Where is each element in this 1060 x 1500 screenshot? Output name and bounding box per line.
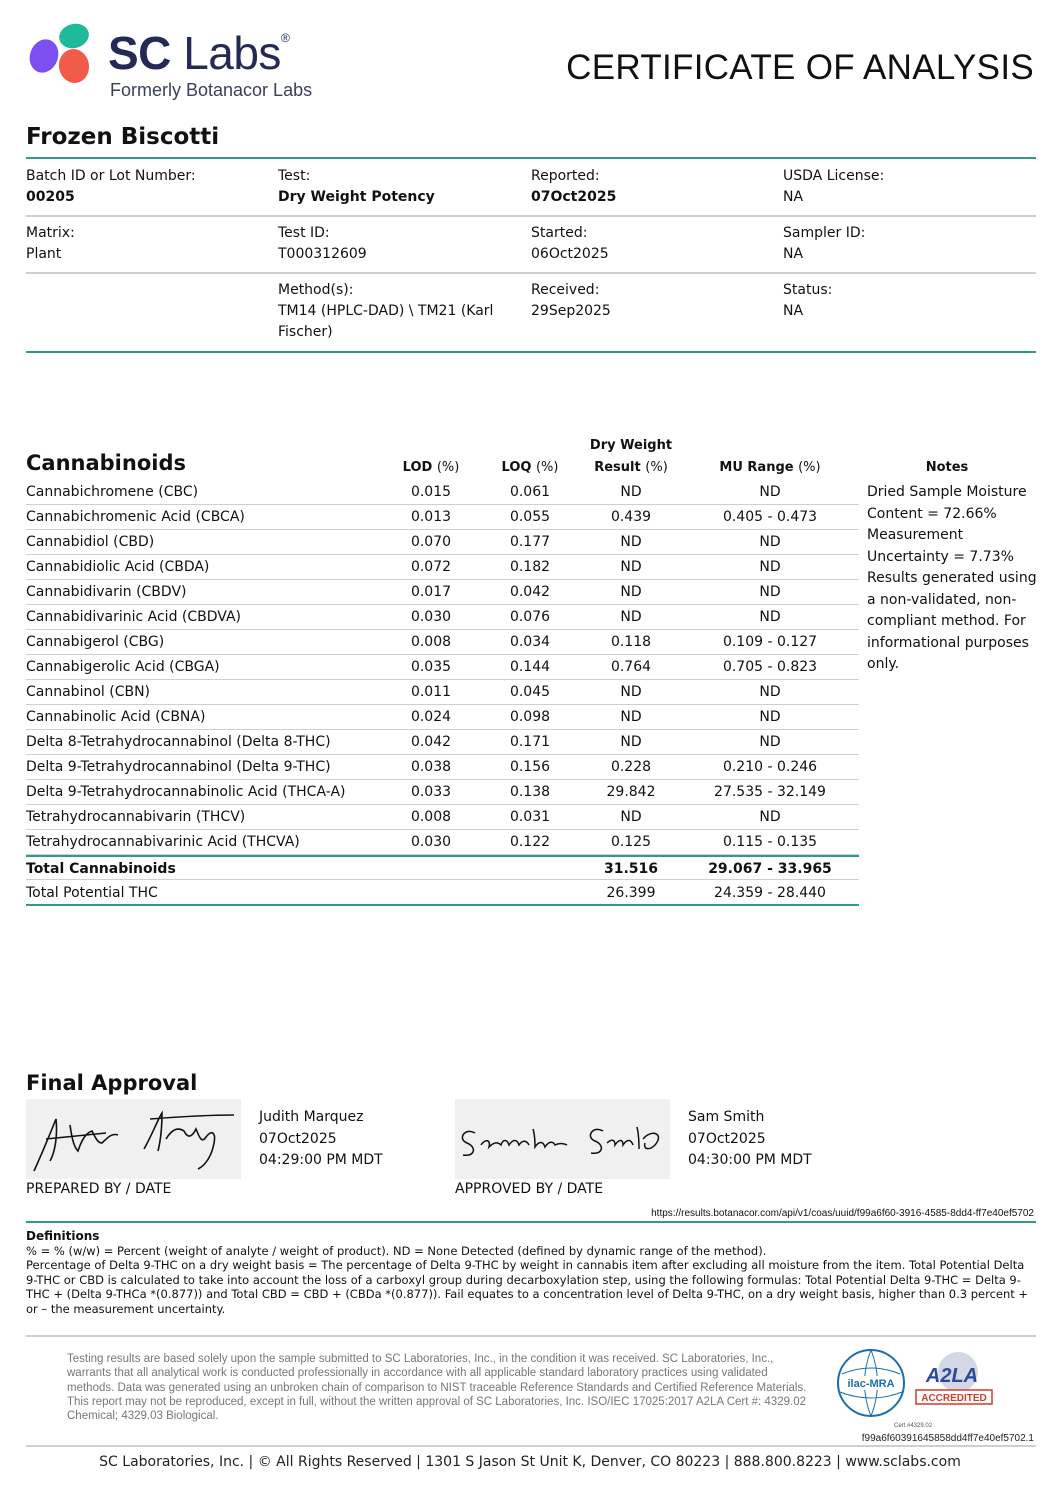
started-value: 06Oct2025 <box>531 246 609 262</box>
lod-value: 0.008 <box>410 809 452 825</box>
preparer-name: Judith Marquez <box>259 1109 364 1125</box>
mu-range-value: 0.115 - 0.135 <box>722 834 818 850</box>
mu-range-value: ND <box>759 684 781 700</box>
result-value: ND <box>620 534 642 550</box>
result-value: 29.842 <box>606 784 656 800</box>
preparer-signature-icon <box>26 1099 241 1179</box>
table-row <box>26 480 859 505</box>
table-row <box>26 730 859 755</box>
loq-value: 0.171 <box>509 734 551 750</box>
definitions-line2: Percentage of Delta 9-THC on a dry weight basis = The percentage of Delta 9-THC by weight in cannabis item after excluding all moisture from the item. Total Potential Delta 9-THC or CBD is calculated to take into account the loss of a carboxyl group during decarboxylation step, using the following formulas: Total Potential Delta 9-THC = Delta 9-THC + (Delta 9-THCa *(0.877)) and Total CBD = CBD + (CBDa *(0.877)). Fail equates to a concentration level of Delta 9-THC, on a dry weight basis, higher than 0.3 percent + or – the measurement uncertainty. <box>26 1258 1029 1316</box>
ilac-mra-badge-icon <box>836 1348 906 1418</box>
loq-value: 0.122 <box>509 834 551 850</box>
definitions-title: Definitions <box>26 1229 100 1243</box>
usda-license-value: NA <box>783 189 804 205</box>
brand-name-light: Labs <box>183 27 281 79</box>
lod-value: 0.011 <box>410 684 452 700</box>
matrix-field <box>26 223 266 265</box>
approver-signature-icon <box>455 1099 670 1179</box>
a2la-badge-text: A2LA <box>925 1365 979 1387</box>
method-field <box>278 280 503 343</box>
final-approval-title: Final Approval <box>26 1071 198 1095</box>
info-divider <box>26 272 1036 274</box>
result-value: ND <box>620 609 642 625</box>
mu-range-value: ND <box>759 734 781 750</box>
table-row <box>26 605 859 630</box>
table-row <box>26 555 859 580</box>
lod-value: 0.024 <box>410 709 452 725</box>
received-field <box>531 280 771 322</box>
mu-range-value: 0.210 - 0.246 <box>722 759 818 775</box>
brand-name-bold: SC <box>108 27 171 79</box>
mu-range-header-unit: (%) <box>798 460 821 475</box>
matrix-value: Plant <box>26 246 62 262</box>
loq-header-unit: (%) <box>535 460 559 475</box>
received-label: Received: <box>531 282 600 298</box>
reported-field <box>531 166 771 208</box>
preparer-info <box>259 1107 383 1172</box>
result-value: 0.228 <box>610 759 652 775</box>
lod-value: 0.033 <box>410 784 452 800</box>
result-header <box>576 435 686 479</box>
result-header-line2: Result <box>594 460 641 475</box>
loq-value: 0.045 <box>509 684 551 700</box>
preparer-time: 04:29:00 PM MDT <box>259 1152 383 1168</box>
mu-range-value: ND <box>759 609 781 625</box>
total-potential-thc-label: Total Potential THC <box>26 885 158 901</box>
started-label: Started: <box>531 225 588 241</box>
batch-id-field <box>26 166 266 208</box>
sc-labs-logo-icon <box>28 22 94 88</box>
approver-date: 07Oct2025 <box>688 1130 766 1147</box>
footer-text: SC Laboratories, Inc. | © All Rights Reserved | 1301 S Jason St Unit K, Denver, CO 80223 | 888.800.8223 | www.sclabs.com <box>99 1454 961 1470</box>
total-potential-thc-mu: 24.359 - 28.440 <box>714 885 826 901</box>
definitions-line1: % = % (w/w) = Percent (weight of analyte / weight of product). ND = None Detected (defined by dynamic range of the method). <box>26 1243 767 1258</box>
loq-value: 0.042 <box>509 584 551 600</box>
mu-range-value: 0.109 - 0.127 <box>722 634 818 650</box>
analyte-name: Delta 8-Tetrahydrocannabinol (Delta 8-THC) <box>26 734 331 750</box>
document-hash: f99a6f60391645858dd4ff7e40ef5702.1 <box>861 1433 1034 1444</box>
total-cannabinoids-label: Total Cannabinoids <box>26 861 176 877</box>
mu-range-value: ND <box>759 809 781 825</box>
approved-by-caption: APPROVED BY / DATE <box>455 1181 604 1197</box>
total-potential-thc-result: 26.399 <box>606 885 656 901</box>
lod-value: 0.042 <box>410 734 452 750</box>
analyte-name: Tetrahydrocannabivarin (THCV) <box>26 809 246 825</box>
usda-license-label: USDA License: <box>783 168 885 184</box>
disclaimer-text: Testing results are based solely upon the sample submitted to SC Laboratories, Inc., in the condition it was received. SC Laboratories, Inc., warrants that all analytical work is conducted professionally in accordance with all applicable standard laboratory practices using validated methods. Data was generated using an unbroken chain of comparison to NIST traceable Reference Standards and Certified Reference Materials. This report may not be reproduced, except in full, without the written approval of SC Laboratories, Inc. ISO/IEC 17025:2017 A2LA Cert #: 4329.02 Chemical; 4329.03 Biological. <box>67 1353 807 1423</box>
analyte-name: Cannabinolic Acid (CBNA) <box>26 709 206 725</box>
loq-header <box>485 457 575 479</box>
brand-name <box>108 27 290 79</box>
table-row <box>26 680 859 705</box>
loq-value: 0.177 <box>509 534 551 550</box>
reported-label: Reported: <box>531 168 600 184</box>
test-id-label: Test ID: <box>278 225 330 241</box>
product-name: Frozen Biscotti <box>26 124 220 150</box>
analyte-name: Cannabidiolic Acid (CBDA) <box>26 559 210 575</box>
lod-header-label: LOD <box>402 460 433 475</box>
table-row <box>26 505 859 530</box>
lod-value: 0.038 <box>410 759 452 775</box>
result-value: ND <box>620 684 642 700</box>
result-value: 0.125 <box>610 834 652 850</box>
loq-value: 0.061 <box>509 484 551 500</box>
preparer-signature <box>26 1099 241 1179</box>
loq-value: 0.034 <box>509 634 551 650</box>
result-value: 0.439 <box>610 509 652 525</box>
analyte-name: Cannabichromene (CBC) <box>26 484 199 500</box>
loq-value: 0.031 <box>509 809 551 825</box>
mu-range-value: ND <box>759 534 781 550</box>
test-field <box>278 166 518 208</box>
method-label: Method(s): <box>278 282 354 298</box>
analyte-name: Delta 9-Tetrahydrocannabinol (Delta 9-THC) <box>26 759 331 775</box>
preparer-date: 07Oct2025 <box>259 1130 337 1147</box>
received-value: 29Sep2025 <box>531 303 611 319</box>
reported-value: 07Oct2025 <box>531 189 617 205</box>
info-bottom-divider <box>26 351 1036 353</box>
prepared-by-caption: PREPARED BY / DATE <box>26 1181 172 1197</box>
batch-id-label: Batch ID or Lot Number: <box>26 168 196 184</box>
result-value: 0.118 <box>610 634 652 650</box>
result-value: ND <box>620 559 642 575</box>
analyte-name: Cannabidiol (CBD) <box>26 534 155 550</box>
sampler-id-field <box>783 223 1023 265</box>
status-label: Status: <box>783 282 833 298</box>
mu-range-header <box>705 457 835 479</box>
result-value: ND <box>620 484 642 500</box>
mu-range-header-label: MU Range <box>719 460 794 475</box>
registered-mark: ® <box>280 31 290 45</box>
status-value: NA <box>783 303 804 319</box>
table-row <box>26 805 859 830</box>
batch-id-value: 00205 <box>26 189 75 205</box>
analyte-name: Delta 9-Tetrahydrocannabinolic Acid (THCA-A) <box>26 784 346 800</box>
test-id-field <box>278 223 518 265</box>
lod-value: 0.015 <box>410 484 452 500</box>
disclaimer-divider <box>26 1335 1036 1337</box>
analyte-name: Cannabigerol (CBG) <box>26 634 165 650</box>
result-value: ND <box>620 809 642 825</box>
analyte-name: Tetrahydrocannabivarinic Acid (THCVA) <box>26 834 300 850</box>
notes-header: Notes <box>925 460 969 475</box>
loq-header-label: LOQ <box>501 460 532 475</box>
table-row <box>26 830 859 855</box>
title-divider <box>26 157 1036 159</box>
total-cannabinoids-result: 31.516 <box>603 861 659 877</box>
total-potential-thc-row <box>26 881 859 906</box>
loq-value: 0.055 <box>509 509 551 525</box>
cert-number: Cert #4329.02 <box>894 1423 933 1429</box>
lod-value: 0.070 <box>410 534 452 550</box>
approver-signature <box>455 1099 670 1179</box>
table-row <box>26 630 859 655</box>
result-value: ND <box>620 734 642 750</box>
mu-range-value: ND <box>759 709 781 725</box>
result-header-unit: (%) <box>645 460 668 475</box>
analyte-name: Cannabigerolic Acid (CBGA) <box>26 659 220 675</box>
notes-text: Dried Sample Moisture Content = 72.66% Measurement Uncertainty = 7.73% Results generated using a non-validated, non-compliant method. For informational purposes only. <box>867 484 1037 672</box>
lod-value: 0.030 <box>410 609 452 625</box>
mu-range-value: 27.535 - 32.149 <box>714 784 826 800</box>
accredited-badge-text: ACCREDITED <box>921 1393 987 1404</box>
cannabinoids-title: Cannabinoids <box>26 451 186 475</box>
loq-value: 0.182 <box>509 559 551 575</box>
result-value: ND <box>620 584 642 600</box>
usda-license-field <box>783 166 1023 208</box>
approver-name: Sam Smith <box>688 1109 765 1125</box>
test-label: Test: <box>278 168 311 184</box>
mu-range-value: 0.705 - 0.823 <box>722 659 818 675</box>
definitions-divider <box>26 1221 1036 1223</box>
mu-range-value: 0.405 - 0.473 <box>722 509 818 525</box>
loq-value: 0.144 <box>509 659 551 675</box>
result-header-line1: Dry Weight <box>589 438 673 453</box>
lod-value: 0.072 <box>410 559 452 575</box>
ilac-badge-text: ilac-MRA <box>847 1378 895 1390</box>
lod-value: 0.013 <box>410 509 452 525</box>
mu-range-value: ND <box>759 484 781 500</box>
document-title: CERTIFICATE OF ANALYSIS <box>566 48 1034 87</box>
test-id-value: T000312609 <box>278 246 367 262</box>
total-cannabinoids-mu: 29.067 - 33.965 <box>708 861 832 877</box>
analyte-name: Cannabichromenic Acid (CBCA) <box>26 509 245 525</box>
lod-value: 0.008 <box>410 634 452 650</box>
table-row <box>26 580 859 605</box>
matrix-label: Matrix: <box>26 225 75 241</box>
loq-value: 0.098 <box>509 709 551 725</box>
sampler-id-value: NA <box>783 246 804 262</box>
loq-value: 0.138 <box>509 784 551 800</box>
lod-header-unit: (%) <box>436 460 460 475</box>
analyte-name: Cannabidivarin (CBDV) <box>26 584 187 600</box>
result-value: ND <box>620 709 642 725</box>
test-value: Dry Weight Potency <box>278 189 435 205</box>
started-field <box>531 223 771 265</box>
table-row <box>26 755 859 780</box>
table-row <box>26 780 859 805</box>
a2la-accredited-badge-icon <box>914 1350 994 1408</box>
approver-time: 04:30:00 PM MDT <box>688 1152 812 1168</box>
result-value: 0.764 <box>610 659 652 675</box>
footer-divider <box>26 1445 1036 1447</box>
total-cannabinoids-row <box>26 855 859 880</box>
table-row <box>26 530 859 555</box>
loq-value: 0.156 <box>509 759 551 775</box>
lod-value: 0.030 <box>410 834 452 850</box>
lod-header <box>386 457 476 479</box>
lod-value: 0.017 <box>410 584 452 600</box>
table-row <box>26 705 859 730</box>
results-url-link[interactable]: https://results.botanacor.com/api/v1/coas/uuid/f99a6f60-3916-4585-8dd4-ff7e40ef5702 <box>651 1208 1034 1219</box>
approver-info <box>688 1107 812 1172</box>
sampler-id-label: Sampler ID: <box>783 225 866 241</box>
method-value: TM14 (HPLC-DAD) \ TM21 (Karl Fischer) <box>278 303 494 340</box>
status-field <box>783 280 1023 322</box>
table-row <box>26 655 859 680</box>
mu-range-value: ND <box>759 559 781 575</box>
analyte-name: Cannabinol (CBN) <box>26 684 151 700</box>
analyte-name: Cannabidivarinic Acid (CBDVA) <box>26 609 242 625</box>
loq-value: 0.076 <box>509 609 551 625</box>
definitions <box>26 1229 1036 1316</box>
mu-range-value: ND <box>759 584 781 600</box>
brand-subtitle: Formerly Botanacor Labs <box>110 80 313 100</box>
info-divider <box>26 215 1036 217</box>
lod-value: 0.035 <box>410 659 452 675</box>
